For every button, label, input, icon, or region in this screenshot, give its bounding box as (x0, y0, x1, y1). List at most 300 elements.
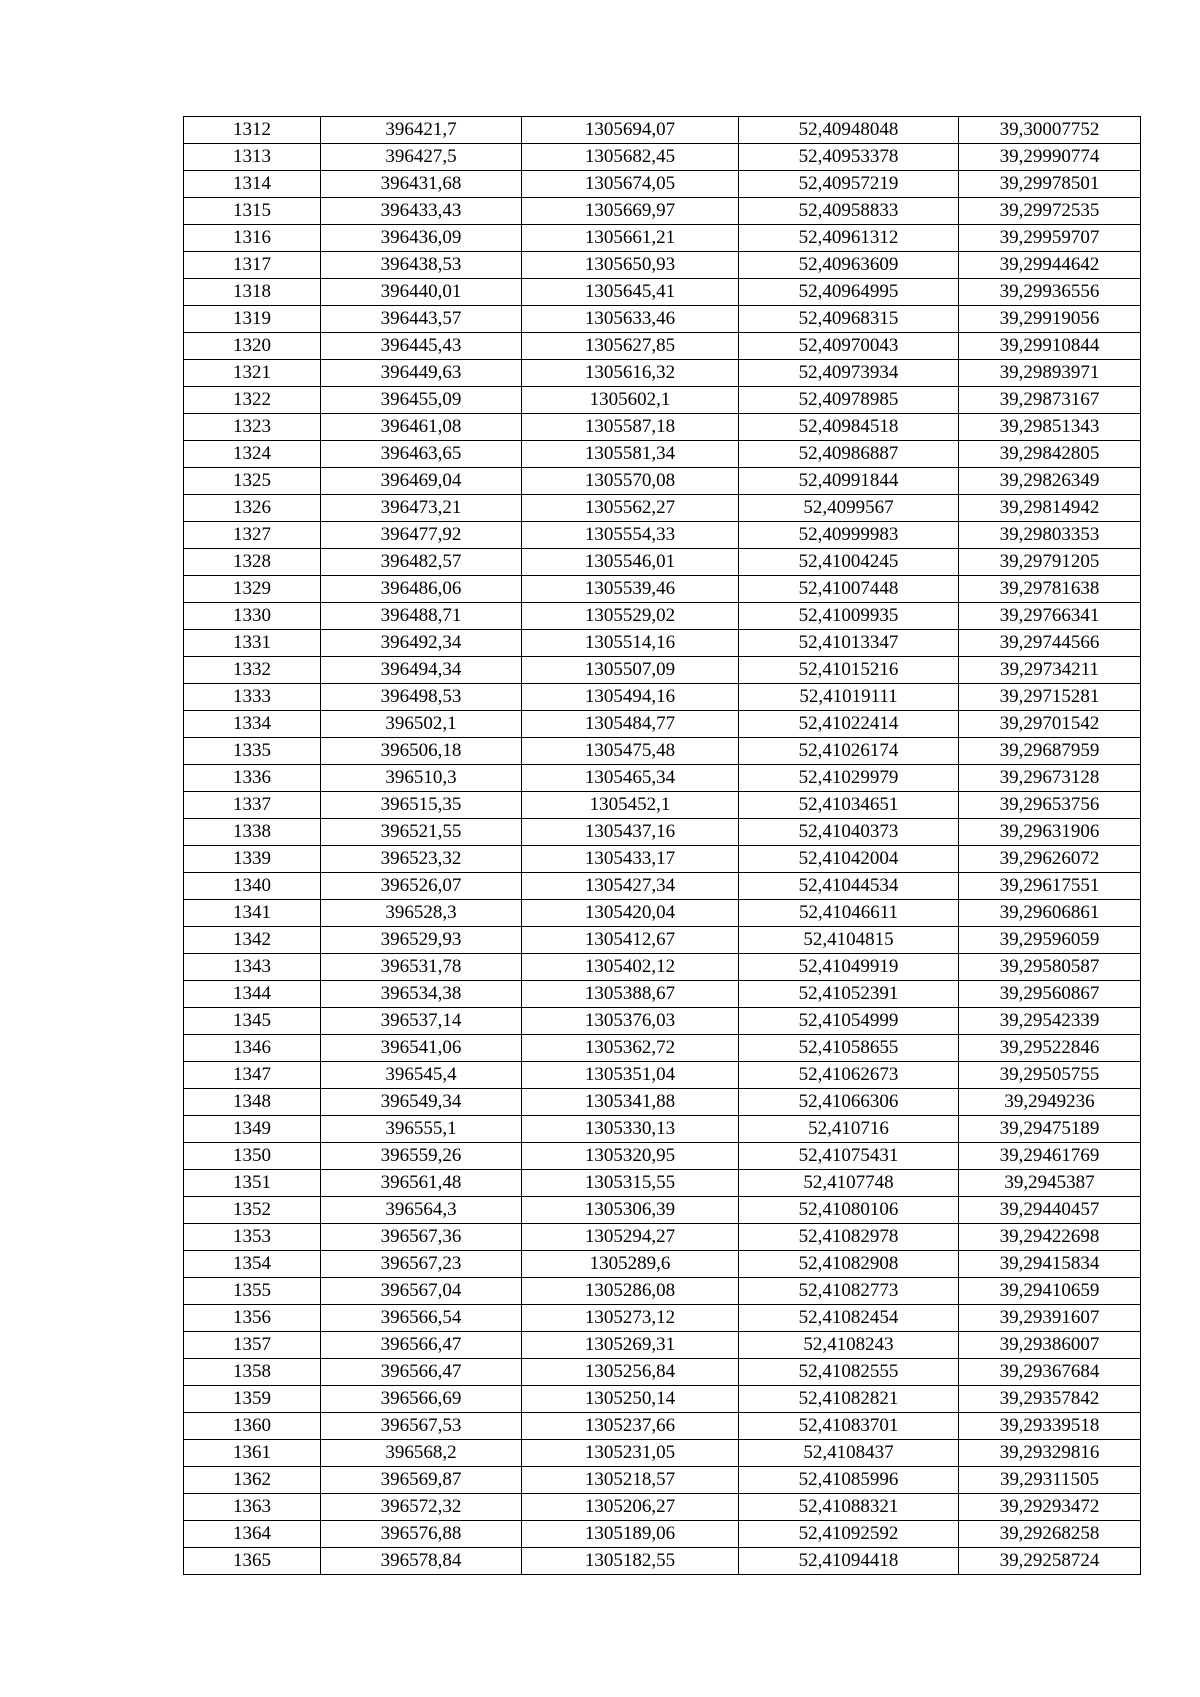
latitude-cell: 52,41022414 (739, 711, 959, 738)
y-coordinate-cell: 1305616,32 (522, 360, 739, 387)
longitude-cell: 39,29461769 (959, 1143, 1141, 1170)
x-coordinate-cell: 396569,87 (321, 1467, 522, 1494)
y-coordinate-cell: 1305602,1 (522, 387, 739, 414)
table-row (184, 522, 1141, 549)
point-number-cell: 1333 (184, 684, 321, 711)
y-coordinate-cell: 1305694,07 (522, 117, 739, 144)
longitude-cell: 39,29606861 (959, 900, 1141, 927)
table-row (184, 819, 1141, 846)
latitude-cell: 52,41013347 (739, 630, 959, 657)
longitude-cell: 39,29311505 (959, 1467, 1141, 1494)
latitude-cell: 52,4104815 (739, 927, 959, 954)
coordinates-table (183, 116, 1141, 1575)
table-row (184, 279, 1141, 306)
point-number-cell: 1324 (184, 441, 321, 468)
point-number-cell: 1316 (184, 225, 321, 252)
table-row (184, 1062, 1141, 1089)
y-coordinate-cell: 1305645,41 (522, 279, 739, 306)
point-number-cell: 1327 (184, 522, 321, 549)
longitude-cell: 39,29959707 (959, 225, 1141, 252)
latitude-cell: 52,40999983 (739, 522, 959, 549)
longitude-cell: 39,29734211 (959, 657, 1141, 684)
x-coordinate-cell: 396531,78 (321, 954, 522, 981)
table-row (184, 846, 1141, 873)
x-coordinate-cell: 396566,47 (321, 1332, 522, 1359)
latitude-cell: 52,41054999 (739, 1008, 959, 1035)
table-row (184, 414, 1141, 441)
latitude-cell: 52,41015216 (739, 657, 959, 684)
y-coordinate-cell: 1305507,09 (522, 657, 739, 684)
x-coordinate-cell: 396568,2 (321, 1440, 522, 1467)
table-row (184, 468, 1141, 495)
longitude-cell: 39,29596059 (959, 927, 1141, 954)
x-coordinate-cell: 396523,32 (321, 846, 522, 873)
point-number-cell: 1320 (184, 333, 321, 360)
longitude-cell: 39,29744566 (959, 630, 1141, 657)
x-coordinate-cell: 396506,18 (321, 738, 522, 765)
table-row (184, 252, 1141, 279)
y-coordinate-cell: 1305189,06 (522, 1521, 739, 1548)
y-coordinate-cell: 1305376,03 (522, 1008, 739, 1035)
table-row (184, 1008, 1141, 1035)
x-coordinate-cell: 396469,04 (321, 468, 522, 495)
y-coordinate-cell: 1305206,27 (522, 1494, 739, 1521)
latitude-cell: 52,41082908 (739, 1251, 959, 1278)
x-coordinate-cell: 396492,34 (321, 630, 522, 657)
table-row (184, 225, 1141, 252)
x-coordinate-cell: 396541,06 (321, 1035, 522, 1062)
table-row (184, 1251, 1141, 1278)
longitude-cell: 39,29415834 (959, 1251, 1141, 1278)
point-number-cell: 1361 (184, 1440, 321, 1467)
longitude-cell: 39,29440457 (959, 1197, 1141, 1224)
longitude-cell: 39,29293472 (959, 1494, 1141, 1521)
x-coordinate-cell: 396427,5 (321, 144, 522, 171)
latitude-cell: 52,4099567 (739, 495, 959, 522)
latitude-cell: 52,41080106 (739, 1197, 959, 1224)
longitude-cell: 39,29814942 (959, 495, 1141, 522)
y-coordinate-cell: 1305581,34 (522, 441, 739, 468)
longitude-cell: 39,29367684 (959, 1359, 1141, 1386)
latitude-cell: 52,40953378 (739, 144, 959, 171)
latitude-cell: 52,41082555 (739, 1359, 959, 1386)
longitude-cell: 39,29673128 (959, 765, 1141, 792)
y-coordinate-cell: 1305554,33 (522, 522, 739, 549)
point-number-cell: 1350 (184, 1143, 321, 1170)
point-number-cell: 1312 (184, 117, 321, 144)
y-coordinate-cell: 1305562,27 (522, 495, 739, 522)
latitude-cell: 52,4108243 (739, 1332, 959, 1359)
latitude-cell: 52,41052391 (739, 981, 959, 1008)
point-number-cell: 1351 (184, 1170, 321, 1197)
point-number-cell: 1342 (184, 927, 321, 954)
longitude-cell: 39,29560867 (959, 981, 1141, 1008)
point-number-cell: 1330 (184, 603, 321, 630)
latitude-cell: 52,41058655 (739, 1035, 959, 1062)
longitude-cell: 39,29842805 (959, 441, 1141, 468)
y-coordinate-cell: 1305529,02 (522, 603, 739, 630)
latitude-cell: 52,40963609 (739, 252, 959, 279)
point-number-cell: 1364 (184, 1521, 321, 1548)
longitude-cell: 39,29258724 (959, 1548, 1141, 1575)
latitude-cell: 52,40948048 (739, 117, 959, 144)
x-coordinate-cell: 396440,01 (321, 279, 522, 306)
y-coordinate-cell: 1305514,16 (522, 630, 739, 657)
x-coordinate-cell: 396555,1 (321, 1116, 522, 1143)
x-coordinate-cell: 396431,68 (321, 171, 522, 198)
point-number-cell: 1362 (184, 1467, 321, 1494)
point-number-cell: 1337 (184, 792, 321, 819)
point-number-cell: 1319 (184, 306, 321, 333)
table-row (184, 171, 1141, 198)
table-row (184, 495, 1141, 522)
y-coordinate-cell: 1305289,6 (522, 1251, 739, 1278)
table-row (184, 1170, 1141, 1197)
y-coordinate-cell: 1305427,34 (522, 873, 739, 900)
y-coordinate-cell: 1305237,66 (522, 1413, 739, 1440)
longitude-cell: 39,29542339 (959, 1008, 1141, 1035)
y-coordinate-cell: 1305306,39 (522, 1197, 739, 1224)
point-number-cell: 1341 (184, 900, 321, 927)
latitude-cell: 52,41034651 (739, 792, 959, 819)
y-coordinate-cell: 1305286,08 (522, 1278, 739, 1305)
y-coordinate-cell: 1305341,88 (522, 1089, 739, 1116)
point-number-cell: 1336 (184, 765, 321, 792)
x-coordinate-cell: 396438,53 (321, 252, 522, 279)
table-row (184, 1143, 1141, 1170)
table-row (184, 1413, 1141, 1440)
table-row (184, 1467, 1141, 1494)
point-number-cell: 1335 (184, 738, 321, 765)
latitude-cell: 52,40991844 (739, 468, 959, 495)
longitude-cell: 39,29422698 (959, 1224, 1141, 1251)
longitude-cell: 39,29475189 (959, 1116, 1141, 1143)
longitude-cell: 39,29826349 (959, 468, 1141, 495)
table-row (184, 900, 1141, 927)
longitude-cell: 39,29873167 (959, 387, 1141, 414)
y-coordinate-cell: 1305546,01 (522, 549, 739, 576)
x-coordinate-cell: 396567,53 (321, 1413, 522, 1440)
table-row (184, 198, 1141, 225)
x-coordinate-cell: 396564,3 (321, 1197, 522, 1224)
latitude-cell: 52,41009935 (739, 603, 959, 630)
x-coordinate-cell: 396486,06 (321, 576, 522, 603)
y-coordinate-cell: 1305388,67 (522, 981, 739, 1008)
x-coordinate-cell: 396477,92 (321, 522, 522, 549)
latitude-cell: 52,41082821 (739, 1386, 959, 1413)
point-number-cell: 1353 (184, 1224, 321, 1251)
x-coordinate-cell: 396572,32 (321, 1494, 522, 1521)
longitude-cell: 39,29329816 (959, 1440, 1141, 1467)
point-number-cell: 1318 (184, 279, 321, 306)
table-row (184, 441, 1141, 468)
latitude-cell: 52,41019111 (739, 684, 959, 711)
longitude-cell: 39,29803353 (959, 522, 1141, 549)
longitude-cell: 39,29910844 (959, 333, 1141, 360)
point-number-cell: 1357 (184, 1332, 321, 1359)
longitude-cell: 39,29357842 (959, 1386, 1141, 1413)
latitude-cell: 52,41049919 (739, 954, 959, 981)
y-coordinate-cell: 1305661,21 (522, 225, 739, 252)
longitude-cell: 39,29701542 (959, 711, 1141, 738)
latitude-cell: 52,41040373 (739, 819, 959, 846)
latitude-cell: 52,41044534 (739, 873, 959, 900)
table-row (184, 981, 1141, 1008)
y-coordinate-cell: 1305315,55 (522, 1170, 739, 1197)
x-coordinate-cell: 396463,65 (321, 441, 522, 468)
table-row (184, 1521, 1141, 1548)
longitude-cell: 39,29972535 (959, 198, 1141, 225)
longitude-cell: 39,29715281 (959, 684, 1141, 711)
point-number-cell: 1322 (184, 387, 321, 414)
point-number-cell: 1345 (184, 1008, 321, 1035)
longitude-cell: 39,30007752 (959, 117, 1141, 144)
latitude-cell: 52,41004245 (739, 549, 959, 576)
table-row (184, 333, 1141, 360)
y-coordinate-cell: 1305437,16 (522, 819, 739, 846)
table-row (184, 630, 1141, 657)
latitude-cell: 52,40970043 (739, 333, 959, 360)
x-coordinate-cell: 396502,1 (321, 711, 522, 738)
table-row (184, 711, 1141, 738)
y-coordinate-cell: 1305682,45 (522, 144, 739, 171)
y-coordinate-cell: 1305484,77 (522, 711, 739, 738)
table-row (184, 1332, 1141, 1359)
latitude-cell: 52,40964995 (739, 279, 959, 306)
table-row (184, 738, 1141, 765)
latitude-cell: 52,41066306 (739, 1089, 959, 1116)
x-coordinate-cell: 396498,53 (321, 684, 522, 711)
y-coordinate-cell: 1305669,97 (522, 198, 739, 225)
y-coordinate-cell: 1305294,27 (522, 1224, 739, 1251)
y-coordinate-cell: 1305465,34 (522, 765, 739, 792)
point-number-cell: 1317 (184, 252, 321, 279)
y-coordinate-cell: 1305433,17 (522, 846, 739, 873)
coordinates-table-body (184, 117, 1141, 1575)
longitude-cell: 39,29410659 (959, 1278, 1141, 1305)
longitude-cell: 39,29978501 (959, 171, 1141, 198)
point-number-cell: 1354 (184, 1251, 321, 1278)
y-coordinate-cell: 1305182,55 (522, 1548, 739, 1575)
table-row (184, 1035, 1141, 1062)
table-row (184, 576, 1141, 603)
x-coordinate-cell: 396445,43 (321, 333, 522, 360)
table-row (184, 684, 1141, 711)
x-coordinate-cell: 396534,38 (321, 981, 522, 1008)
point-number-cell: 1315 (184, 198, 321, 225)
point-number-cell: 1338 (184, 819, 321, 846)
x-coordinate-cell: 396494,34 (321, 657, 522, 684)
y-coordinate-cell: 1305587,18 (522, 414, 739, 441)
longitude-cell: 39,29766341 (959, 603, 1141, 630)
longitude-cell: 39,29893971 (959, 360, 1141, 387)
point-number-cell: 1344 (184, 981, 321, 1008)
y-coordinate-cell: 1305231,05 (522, 1440, 739, 1467)
point-number-cell: 1326 (184, 495, 321, 522)
latitude-cell: 52,410716 (739, 1116, 959, 1143)
table-row (184, 117, 1141, 144)
longitude-cell: 39,29386007 (959, 1332, 1141, 1359)
latitude-cell: 52,41085996 (739, 1467, 959, 1494)
latitude-cell: 52,4107748 (739, 1170, 959, 1197)
longitude-cell: 39,29268258 (959, 1521, 1141, 1548)
table-row (184, 549, 1141, 576)
x-coordinate-cell: 396567,36 (321, 1224, 522, 1251)
latitude-cell: 52,41092592 (739, 1521, 959, 1548)
point-number-cell: 1363 (184, 1494, 321, 1521)
x-coordinate-cell: 396443,57 (321, 306, 522, 333)
table-row (184, 1197, 1141, 1224)
longitude-cell: 39,29944642 (959, 252, 1141, 279)
table-row (184, 1494, 1141, 1521)
table-row (184, 1116, 1141, 1143)
x-coordinate-cell: 396521,55 (321, 819, 522, 846)
latitude-cell: 52,41062673 (739, 1062, 959, 1089)
x-coordinate-cell: 396421,7 (321, 117, 522, 144)
latitude-cell: 52,41083701 (739, 1413, 959, 1440)
latitude-cell: 52,41026174 (739, 738, 959, 765)
x-coordinate-cell: 396526,07 (321, 873, 522, 900)
table-row (184, 1278, 1141, 1305)
x-coordinate-cell: 396510,3 (321, 765, 522, 792)
x-coordinate-cell: 396529,93 (321, 927, 522, 954)
longitude-cell: 39,29617551 (959, 873, 1141, 900)
table-row (184, 603, 1141, 630)
point-number-cell: 1331 (184, 630, 321, 657)
table-row (184, 1224, 1141, 1251)
longitude-cell: 39,29851343 (959, 414, 1141, 441)
latitude-cell: 52,40984518 (739, 414, 959, 441)
latitude-cell: 52,40973934 (739, 360, 959, 387)
x-coordinate-cell: 396455,09 (321, 387, 522, 414)
x-coordinate-cell: 396561,48 (321, 1170, 522, 1197)
x-coordinate-cell: 396567,04 (321, 1278, 522, 1305)
table-row (184, 306, 1141, 333)
x-coordinate-cell: 396473,21 (321, 495, 522, 522)
table-row (184, 144, 1141, 171)
latitude-cell: 52,40958833 (739, 198, 959, 225)
longitude-cell: 39,29391607 (959, 1305, 1141, 1332)
latitude-cell: 52,41094418 (739, 1548, 959, 1575)
y-coordinate-cell: 1305627,85 (522, 333, 739, 360)
y-coordinate-cell: 1305218,57 (522, 1467, 739, 1494)
table-row (184, 792, 1141, 819)
point-number-cell: 1314 (184, 171, 321, 198)
x-coordinate-cell: 396461,08 (321, 414, 522, 441)
y-coordinate-cell: 1305412,67 (522, 927, 739, 954)
point-number-cell: 1356 (184, 1305, 321, 1332)
table-row (184, 1440, 1141, 1467)
table-row (184, 927, 1141, 954)
table-row (184, 1305, 1141, 1332)
table-row (184, 954, 1141, 981)
y-coordinate-cell: 1305256,84 (522, 1359, 739, 1386)
point-number-cell: 1359 (184, 1386, 321, 1413)
y-coordinate-cell: 1305420,04 (522, 900, 739, 927)
longitude-cell: 39,29631906 (959, 819, 1141, 846)
table-row (184, 657, 1141, 684)
latitude-cell: 52,41042004 (739, 846, 959, 873)
longitude-cell: 39,2949236 (959, 1089, 1141, 1116)
y-coordinate-cell: 1305494,16 (522, 684, 739, 711)
table-row (184, 873, 1141, 900)
x-coordinate-cell: 396566,69 (321, 1386, 522, 1413)
latitude-cell: 52,40961312 (739, 225, 959, 252)
y-coordinate-cell: 1305539,46 (522, 576, 739, 603)
point-number-cell: 1347 (184, 1062, 321, 1089)
point-number-cell: 1352 (184, 1197, 321, 1224)
y-coordinate-cell: 1305633,46 (522, 306, 739, 333)
x-coordinate-cell: 396482,57 (321, 549, 522, 576)
longitude-cell: 39,29626072 (959, 846, 1141, 873)
longitude-cell: 39,29936556 (959, 279, 1141, 306)
latitude-cell: 52,41082773 (739, 1278, 959, 1305)
point-number-cell: 1323 (184, 414, 321, 441)
longitude-cell: 39,29580587 (959, 954, 1141, 981)
x-coordinate-cell: 396549,34 (321, 1089, 522, 1116)
point-number-cell: 1360 (184, 1413, 321, 1440)
longitude-cell: 39,29791205 (959, 549, 1141, 576)
point-number-cell: 1358 (184, 1359, 321, 1386)
latitude-cell: 52,41082978 (739, 1224, 959, 1251)
y-coordinate-cell: 1305452,1 (522, 792, 739, 819)
table-row (184, 387, 1141, 414)
x-coordinate-cell: 396528,3 (321, 900, 522, 927)
x-coordinate-cell: 396567,23 (321, 1251, 522, 1278)
point-number-cell: 1349 (184, 1116, 321, 1143)
longitude-cell: 39,29687959 (959, 738, 1141, 765)
point-number-cell: 1348 (184, 1089, 321, 1116)
table-row (184, 360, 1141, 387)
x-coordinate-cell: 396433,43 (321, 198, 522, 225)
point-number-cell: 1346 (184, 1035, 321, 1062)
latitude-cell: 52,40986887 (739, 441, 959, 468)
latitude-cell: 52,41029979 (739, 765, 959, 792)
point-number-cell: 1313 (184, 144, 321, 171)
x-coordinate-cell: 396488,71 (321, 603, 522, 630)
latitude-cell: 52,4108437 (739, 1440, 959, 1467)
point-number-cell: 1321 (184, 360, 321, 387)
x-coordinate-cell: 396559,26 (321, 1143, 522, 1170)
point-number-cell: 1325 (184, 468, 321, 495)
x-coordinate-cell: 396576,88 (321, 1521, 522, 1548)
x-coordinate-cell: 396566,47 (321, 1359, 522, 1386)
y-coordinate-cell: 1305674,05 (522, 171, 739, 198)
latitude-cell: 52,40978985 (739, 387, 959, 414)
longitude-cell: 39,29990774 (959, 144, 1141, 171)
point-number-cell: 1365 (184, 1548, 321, 1575)
latitude-cell: 52,41088321 (739, 1494, 959, 1521)
longitude-cell: 39,29919056 (959, 306, 1141, 333)
x-coordinate-cell: 396436,09 (321, 225, 522, 252)
y-coordinate-cell: 1305570,08 (522, 468, 739, 495)
point-number-cell: 1343 (184, 954, 321, 981)
x-coordinate-cell: 396566,54 (321, 1305, 522, 1332)
x-coordinate-cell: 396545,4 (321, 1062, 522, 1089)
latitude-cell: 52,41082454 (739, 1305, 959, 1332)
y-coordinate-cell: 1305250,14 (522, 1386, 739, 1413)
y-coordinate-cell: 1305402,12 (522, 954, 739, 981)
y-coordinate-cell: 1305330,13 (522, 1116, 739, 1143)
longitude-cell: 39,29339518 (959, 1413, 1141, 1440)
table-row (184, 1548, 1141, 1575)
latitude-cell: 52,40968315 (739, 306, 959, 333)
y-coordinate-cell: 1305269,31 (522, 1332, 739, 1359)
longitude-cell: 39,2945387 (959, 1170, 1141, 1197)
y-coordinate-cell: 1305475,48 (522, 738, 739, 765)
point-number-cell: 1329 (184, 576, 321, 603)
point-number-cell: 1340 (184, 873, 321, 900)
